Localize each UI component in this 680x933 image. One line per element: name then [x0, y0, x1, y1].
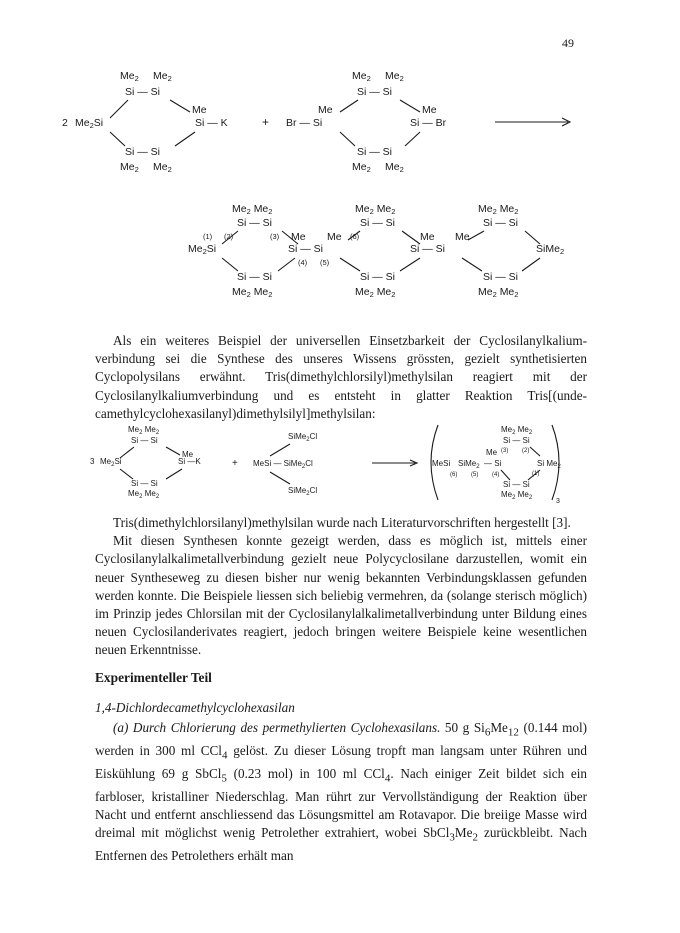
s2-r1-n1: (1)	[203, 232, 213, 241]
s3-p-top-me: $Me_2$ $Me_2$	[501, 425, 533, 436]
s2-r2-top-me: Me2 Me2	[355, 203, 396, 216]
exp-sub-12: 12	[507, 726, 519, 739]
s3-p-n2: (2)	[522, 448, 530, 454]
s1a-si-k: Si — K	[195, 117, 228, 129]
s2-r1-top-me: Me2 Me2	[232, 203, 273, 216]
s1a-bond-3	[110, 132, 125, 146]
paragraph-ref-text: Tris(dimethylchlorsilanyl)methylsilan wurde nach Literaturvorschriften hergestellt [3].	[113, 515, 571, 530]
subheading: 1,4-Dichlordecamethylcyclohexasilan	[95, 700, 295, 715]
s2-r1-top-si-si: Si — Si	[237, 217, 273, 229]
s1b-me-left: Me	[318, 104, 333, 116]
exp-text-6: . Nach einiger Zeit bildet sich ein farbloser, kristalliner Niederschlag. Man rührt zur Vervollständigung der Reaktion über Nacht und entfernt anschliessend das Lösungsmittel am Rotavapor. Die breiige Masse wird dreimal mit möglichst wenig Petrolether extrahiert, wobei SbCl	[95, 765, 588, 840]
page-number: 49	[562, 36, 574, 50]
s1a-bond-1	[110, 100, 128, 118]
s2-r2-mid-si: Si — Si	[410, 243, 446, 255]
section-heading: Experimenteller Teil	[95, 670, 212, 685]
s1a-top-me2: Me2	[153, 70, 172, 83]
s3-p-n1: (1)	[532, 471, 540, 477]
s3-cl-top: SiMe$_2$Cl	[288, 432, 318, 443]
s1b-br-left: Br — Si	[286, 117, 323, 129]
s1b-br-right: Si — Br	[410, 117, 447, 129]
paragraph-main-text: Als ein weiteres Beispiel der universellen Einsetzbarkeit der Cyclosilanylkaliumverbindung sei die Synthese des unseres Wissens grössten, gezielt synthetisierten Cyclopolysilans erwähnt. Tris(dimethylchlorsilyl)methylsilan reagiert mit der Cyclosilanylkaliumverbindung und es entsteht in glatter Reaktion Tris[(undecamethylcyclohexasilanyl)dimethylsilyl]methylsilan:	[95, 333, 587, 421]
s1b-top-me2: Me2	[385, 70, 404, 83]
s2-r2-bond-3	[340, 258, 360, 271]
s1a-bond-2	[170, 100, 190, 112]
s3-cl-mid: MeSi — SiMe$_2$Cl	[253, 459, 313, 470]
s2-r1-left-si: Me2Si	[188, 243, 217, 256]
s2-r1-n3: (3)	[270, 232, 280, 241]
s1a-top-me1: Me2	[120, 70, 139, 83]
s2-r3-bottom-me: Me2 Me2	[478, 286, 519, 299]
s3-p-subscript-3: 3	[556, 498, 560, 505]
s2-r2-bottom-me: Me2 Me2	[355, 286, 396, 299]
s1a-bottom-me2: Me2	[153, 161, 172, 174]
s3-r-top-me: $Me_2$ $Me_2$	[128, 425, 160, 436]
s3-arrow	[372, 460, 417, 466]
exp-sub-2: 2	[472, 831, 478, 844]
exp-text-1: 50 g Si	[440, 720, 485, 735]
s2-r3-bond-4	[522, 258, 540, 271]
s3-r-bond-2	[166, 447, 180, 455]
s3-r-bottom-me: $Me_2$ $Me_2$	[128, 489, 160, 500]
s3-r-bond-1	[120, 447, 134, 458]
s3-r-top-si-si: Si — Si	[131, 436, 158, 445]
exp-sub-5: 5	[221, 772, 227, 785]
s3-cl-bottom: SiMe$_2$Cl	[288, 486, 318, 497]
s1b-bond-2	[400, 100, 420, 112]
s1b-bottom-si-si: Si — Si	[357, 146, 393, 158]
s3-p-mesi: MeSi	[432, 459, 451, 468]
scheme2-product	[188, 203, 564, 299]
s1b-bond-1	[340, 100, 358, 112]
exp-text-4: gelöst. Zu dieser Lösung tropft man langsam unter Rühren und Eiskühlung 69 g SbCl	[95, 742, 587, 781]
exp-sub-3: 3	[449, 831, 455, 844]
scheme1-reactant-b	[286, 70, 447, 174]
scheme3	[90, 425, 561, 505]
s2-r3-right-sime2: SiMe2	[536, 243, 565, 256]
s2-r2-n5: (5)	[320, 258, 330, 267]
exp-sub-4b: 4	[384, 772, 391, 785]
s1b-bond-4	[405, 132, 420, 146]
s2-r3-bond-1	[468, 231, 484, 240]
paragraph-conclusion-text: Mit diesen Synthesen konnte gezeigt werden, dass es möglich ist, mittels einer Cyclosilanylalkalimetallverbindung gezielt neue Polycyclosilane darzustellen, womit ein neuer Syntheseweg zu diesen bisher nur wenig bekannten Verbindungsklassen gefunden werden konnte. Die Beispiele liessen sich beliebig vermehren, da (solange sterisch möglich) im Prinzip jedes Chlorsilan mit der Cyclosilanylalkalimetallverbindung unter Bildung eines neuen Cyclosilanderivates reagiert, jedoch bringen weitere Beispiele keine wesentlichen neuen Erkenntnisse.	[95, 533, 587, 658]
s1a-bottom-si-si: Si — Si	[125, 146, 161, 158]
s2-r2-top-si-si: Si — Si	[360, 217, 396, 229]
scheme1-reactant-a	[62, 70, 228, 174]
s1b-bottom-me1: Me2	[352, 161, 371, 174]
s2-me-a: Me	[291, 231, 306, 243]
s3-r-left: $Me_2Si$	[100, 457, 122, 468]
s3-p-n3: (3)	[501, 448, 509, 454]
s2-r2-bottom-si-si: Si — Si	[360, 271, 396, 283]
s3-p-right-sime2: Si $Me_2$	[537, 459, 561, 470]
exp-sub-4a: 4	[221, 749, 228, 762]
s3-p-n6: (6)	[450, 472, 458, 478]
s3-p-n5: (5)	[471, 472, 479, 478]
s2-me-c: Me	[420, 231, 435, 243]
exp-text-3: (0.144 mol) werden in 300 ml CCl	[95, 720, 588, 758]
s2-r1-n4: (4)	[298, 258, 308, 267]
s2-r2-n6: (6)	[350, 232, 360, 241]
s2-r3-top-me: Me2 Me2	[478, 203, 519, 216]
s3-r-k: Si —K	[178, 457, 201, 466]
s3-p-bottom-me: $Me_2$ $Me_2$	[501, 490, 533, 501]
s3-cl-bond-1	[270, 444, 290, 456]
s3-cl-bond-2	[270, 472, 290, 484]
s1b-me-right: Me	[422, 104, 437, 116]
s3-p-top-si-si: Si — Si	[503, 436, 530, 445]
s1a-coef: 2	[62, 117, 68, 129]
s2-me-b: Me	[327, 231, 342, 243]
s1a-top-si-si: Si — Si	[125, 86, 161, 98]
s3-p-me-small: Me	[486, 448, 498, 457]
s1-reaction-arrow	[495, 118, 570, 126]
experimental-text	[95, 719, 587, 865]
exp-text-2: Me	[490, 720, 508, 735]
s2-r1-bottom-si-si: Si — Si	[237, 271, 273, 283]
s2-r3-top-si-si: Si — Si	[483, 217, 519, 229]
s3-p-bond-3	[501, 470, 510, 480]
s3-r-bond-4	[166, 469, 182, 479]
s3-coef: 3	[90, 457, 95, 466]
s3-r-bond-3	[120, 469, 133, 479]
paragraph-experimental	[95, 719, 587, 865]
method-label: (a) Durch Chlorierung des permethylierten Cyclohexasilans.	[113, 720, 441, 735]
s3-p-bottom-si-si: Si — Si	[503, 480, 530, 489]
s2-r1-bond-4	[278, 258, 295, 271]
exp-text-7: Me	[454, 824, 473, 840]
s3-plus: +	[232, 458, 238, 469]
s2-r2-bond-4	[400, 258, 420, 271]
s1a-left-si: Me2Si	[75, 117, 104, 130]
s3-p-mid-si: — Si	[484, 459, 502, 468]
s3-r-bottom-si-si: Si — Si	[131, 479, 158, 488]
s1b-top-si-si: Si — Si	[357, 86, 393, 98]
s2-r3-bond-3	[462, 258, 482, 271]
s1b-bond-3	[340, 132, 355, 146]
s1-plus: +	[262, 115, 270, 129]
s2-r1-bottom-me: Me2 Me2	[232, 286, 273, 299]
s2-r1-mid-si: Si — Si	[288, 243, 324, 255]
s3-p-bond-2	[530, 447, 540, 456]
s3-r-me-label: Me	[182, 450, 194, 459]
s3-p-sime2: SiMe$_2$	[458, 459, 480, 470]
paragraph-main	[95, 332, 587, 423]
exp-sub-6: 6	[484, 726, 491, 739]
s2-me-d: Me	[455, 231, 470, 243]
s2-r1-n2: (2)	[224, 232, 234, 241]
s2-r3-bottom-si-si: Si — Si	[483, 271, 519, 283]
s1b-top-me1: Me2	[352, 70, 371, 83]
s1a-bond-4	[175, 132, 195, 146]
s1a-me-label: Me	[192, 104, 207, 116]
s1b-bottom-me2: Me2	[385, 161, 404, 174]
s2-r1-bond-3	[222, 258, 238, 271]
paragraph-reference	[95, 514, 587, 660]
exp-text-8: zurückbleibt. Nach Entfernen des Petrolethers erhält man	[95, 824, 587, 863]
exp-text-5: (0.23 mol) in 100 ml CCl	[226, 765, 385, 781]
s1a-bottom-me1: Me2	[120, 161, 139, 174]
s3-p-n4: (4)	[492, 472, 500, 478]
